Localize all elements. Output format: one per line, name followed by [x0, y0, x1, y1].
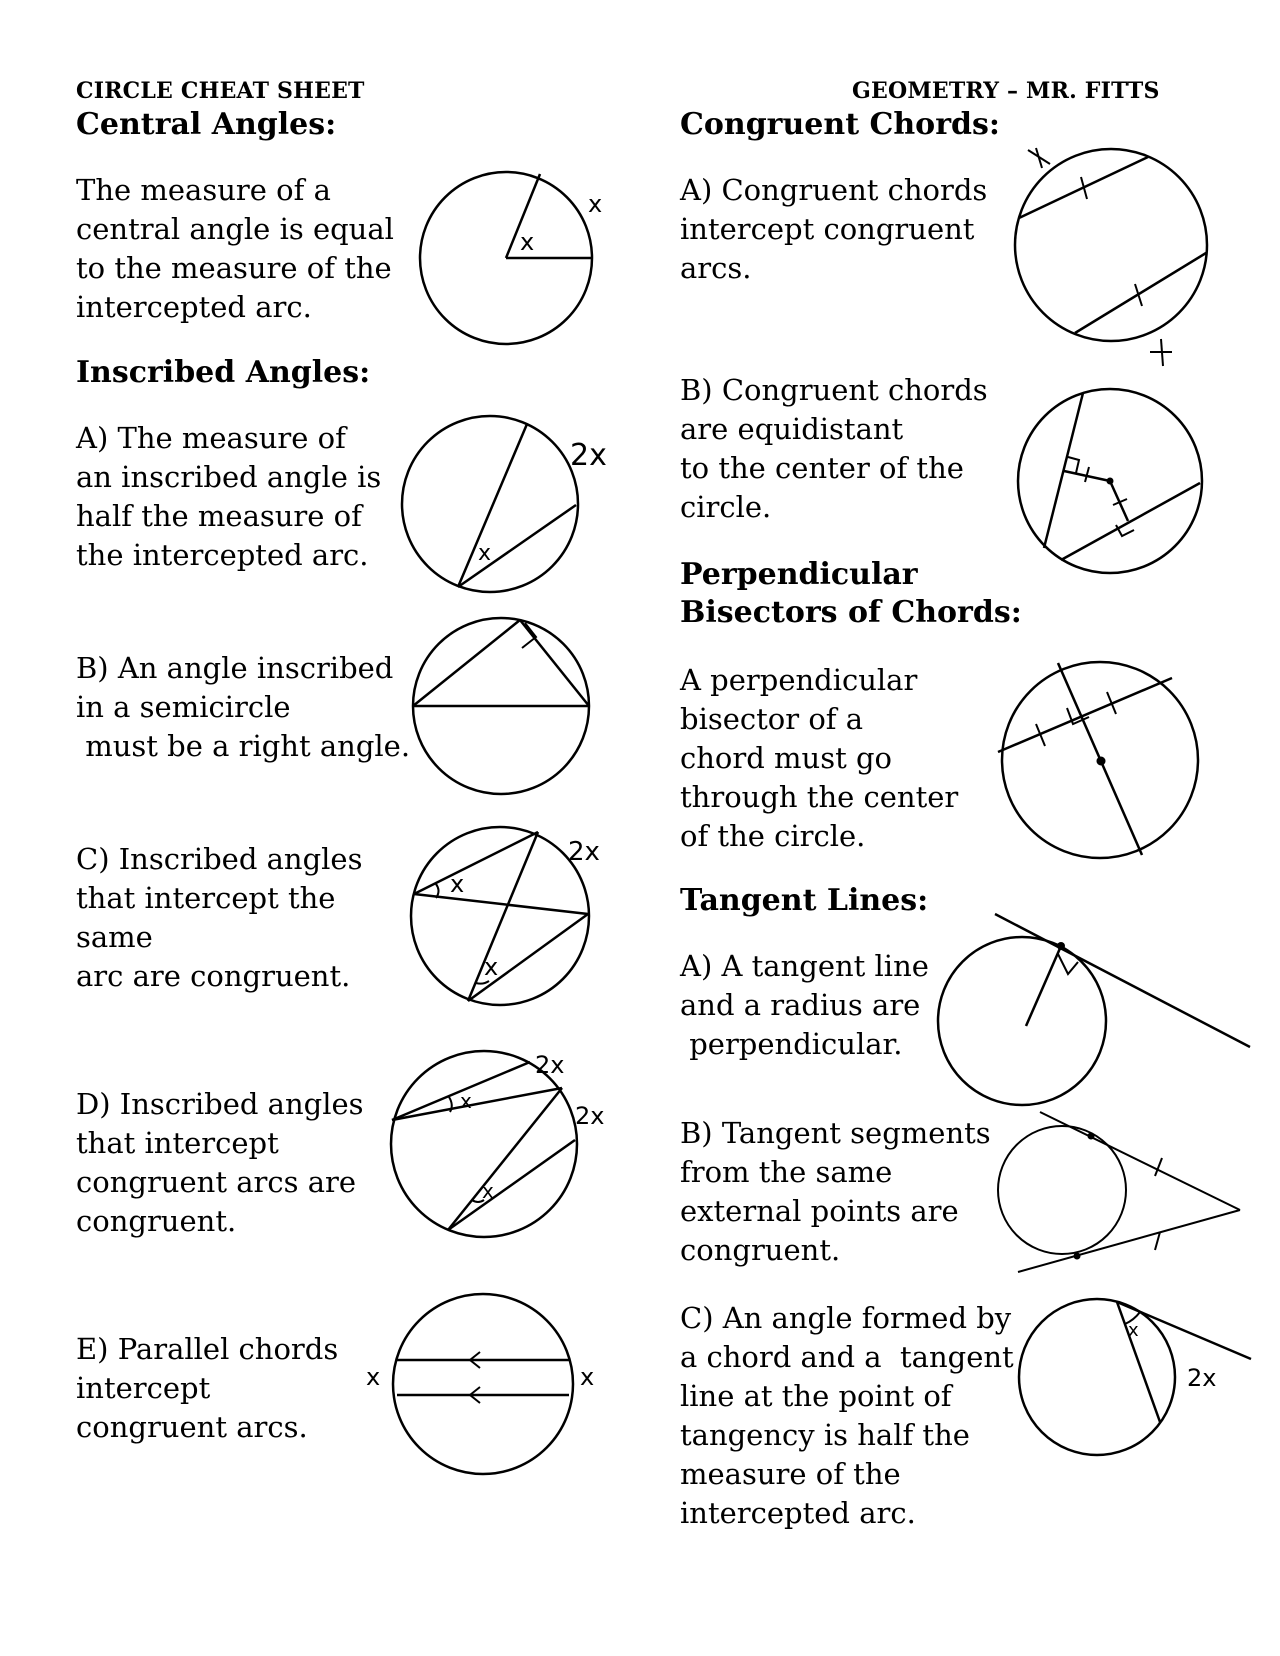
angle-label: x	[478, 541, 492, 566]
arc-label: x	[366, 1363, 381, 1391]
text-line: circle.	[680, 490, 772, 524]
tangent-segment	[1040, 1112, 1240, 1210]
text-line: same	[76, 920, 153, 954]
congruent-chords-a-text	[680, 171, 987, 288]
text-line: D) Inscribed angles	[76, 1087, 364, 1121]
arc-label: 2x	[535, 1051, 565, 1079]
semicircle-right-angle-diagram	[405, 615, 595, 800]
header-left: CIRCLE CHEAT SHEET	[76, 78, 365, 104]
angle-label: x	[484, 953, 499, 981]
text-line: line at the point of	[680, 1379, 952, 1413]
circle	[938, 937, 1106, 1105]
text-line: bisector of a	[680, 702, 864, 736]
angle-label: x	[1128, 1320, 1139, 1341]
text-line: of the circle.	[680, 819, 866, 853]
point-of-tangency	[1088, 1133, 1095, 1140]
text-line: tangency is half the	[680, 1418, 970, 1452]
tangent-a-text	[680, 947, 929, 1064]
heading-line: Perpendicular	[680, 557, 918, 592]
header-right: GEOMETRY – MR. FITTS	[852, 78, 1160, 104]
text-line: intercepted arc.	[76, 290, 312, 324]
text-line: an inscribed angle is	[76, 460, 382, 494]
tangent-c-text	[680, 1299, 1014, 1533]
chord	[998, 678, 1172, 752]
circle	[1019, 1299, 1175, 1455]
chord	[1061, 483, 1200, 560]
text-line: A) The measure of	[76, 421, 346, 455]
inscribed-d-text	[76, 1085, 364, 1241]
central-angle-diagram	[410, 165, 610, 345]
text-line: from the same	[680, 1155, 893, 1189]
text-line: the intercepted arc.	[76, 538, 369, 572]
tick-mark	[1155, 1232, 1160, 1250]
text-line: in a semicircle	[76, 690, 291, 724]
tangent-radius-diagram	[930, 905, 1260, 1105]
chord	[414, 894, 588, 914]
congruent-chords-heading: Congruent Chords:	[680, 107, 1000, 142]
angle-label: x	[520, 228, 535, 256]
text-line: C) An angle formed by	[680, 1301, 1012, 1335]
text-line: intercepted arc.	[680, 1496, 916, 1530]
inscribed-b-text	[76, 649, 410, 766]
text-line: arcs.	[680, 251, 752, 285]
text-line: perpendicular.	[680, 1027, 903, 1061]
inscribed-c-text	[76, 840, 362, 996]
inscribed-angles-heading: Inscribed Angles:	[76, 355, 371, 390]
right-angle-mark	[1068, 457, 1079, 473]
chord	[413, 620, 520, 706]
central-angles-text	[76, 171, 394, 327]
heading-line: Bisectors of Chords:	[680, 595, 1022, 630]
text-line: A) A tangent line	[680, 949, 929, 983]
perpendicular-bisectors-text	[680, 661, 958, 856]
arc-mark	[1161, 339, 1163, 366]
text-line: A perpendicular	[680, 663, 918, 697]
point-of-tangency	[1057, 942, 1065, 950]
text-line: to the center of the	[680, 451, 964, 485]
text-line: A) Congruent chords	[680, 173, 988, 207]
center-point	[1097, 757, 1106, 766]
text-line: intercept	[76, 1371, 211, 1405]
text-line: congruent arcs.	[76, 1410, 308, 1444]
text-line: congruent.	[76, 1204, 237, 1238]
text-line: that intercept the	[76, 881, 336, 915]
text-line: B) Congruent chords	[680, 373, 988, 407]
tangent-segment	[1018, 1210, 1240, 1272]
text-line: B) Tangent segments	[680, 1116, 991, 1150]
inscribed-a-text	[76, 419, 381, 575]
arc-label: x	[580, 1363, 595, 1391]
text-line: E) Parallel chords	[76, 1332, 339, 1366]
congruent-chords-b-text	[680, 371, 988, 527]
perpendicular-bisector-diagram	[990, 655, 1210, 865]
angle-label: x	[450, 870, 465, 898]
text-line: a chord and a tangent	[680, 1340, 1014, 1374]
circle	[393, 1294, 573, 1474]
angle-arc	[436, 884, 439, 898]
inscribed-e-text	[76, 1330, 338, 1447]
parallel-chords-diagram	[360, 1290, 610, 1480]
angle-label: x	[460, 1089, 472, 1113]
tangent-lines-heading: Tangent Lines:	[680, 883, 929, 918]
tangent-line	[995, 914, 1250, 1047]
text-line: through the center	[680, 780, 959, 814]
text-line: external points are	[680, 1194, 959, 1228]
text-line: central angle is equal	[76, 212, 394, 246]
text-line: C) Inscribed angles	[76, 842, 363, 876]
text-line: and a radius are	[680, 988, 921, 1022]
arc-label: 2x	[570, 438, 607, 473]
text-line: The measure of a	[76, 173, 331, 207]
point-of-tangency	[1074, 1253, 1081, 1260]
radius	[1026, 946, 1061, 1026]
chord	[414, 832, 538, 894]
text-line: measure of the	[680, 1457, 901, 1491]
text-line: half the measure of	[76, 499, 362, 533]
center-point	[1107, 478, 1114, 485]
tangent-b-text	[680, 1114, 991, 1270]
text-line: congruent.	[680, 1233, 841, 1267]
arc-label: 2x	[568, 837, 600, 867]
text-line: that intercept	[76, 1126, 279, 1160]
chord-tangent-angle-diagram	[1010, 1290, 1260, 1470]
text-line: intercept congruent	[680, 212, 975, 246]
distance-segment	[1110, 481, 1128, 521]
chord	[1075, 253, 1206, 333]
text-line: chord must go	[680, 741, 892, 775]
congruent-arcs-inscribed-angles-diagram	[385, 1045, 625, 1245]
tick-mark	[1155, 1158, 1162, 1176]
tangent-segments-diagram	[990, 1105, 1250, 1280]
chord	[448, 1140, 575, 1230]
text-line: B) An angle inscribed	[76, 651, 394, 685]
text-line: must be a right angle.	[76, 729, 411, 763]
angle-arc	[476, 981, 489, 984]
text-line: congruent arcs are	[76, 1165, 357, 1199]
arc-label: 2x	[1187, 1364, 1217, 1392]
arc-label: x	[588, 190, 603, 218]
congruent-inscribed-angles-diagram	[405, 818, 620, 1013]
text-line: to the measure of the	[76, 251, 392, 285]
central-angles-heading: Central Angles:	[76, 107, 337, 142]
arc-label: 2x	[575, 1102, 605, 1130]
congruent-chords-arcs-diagram	[1010, 140, 1230, 375]
angle-label: x	[482, 1179, 494, 1203]
chord	[392, 1088, 562, 1120]
equidistant-chords-diagram	[1010, 385, 1210, 580]
inscribed-angle-diagram	[395, 412, 625, 597]
text-line: are equidistant	[680, 412, 904, 446]
text-line: arc are congruent.	[76, 959, 351, 993]
perpendicular-bisectors-heading	[680, 556, 1022, 632]
